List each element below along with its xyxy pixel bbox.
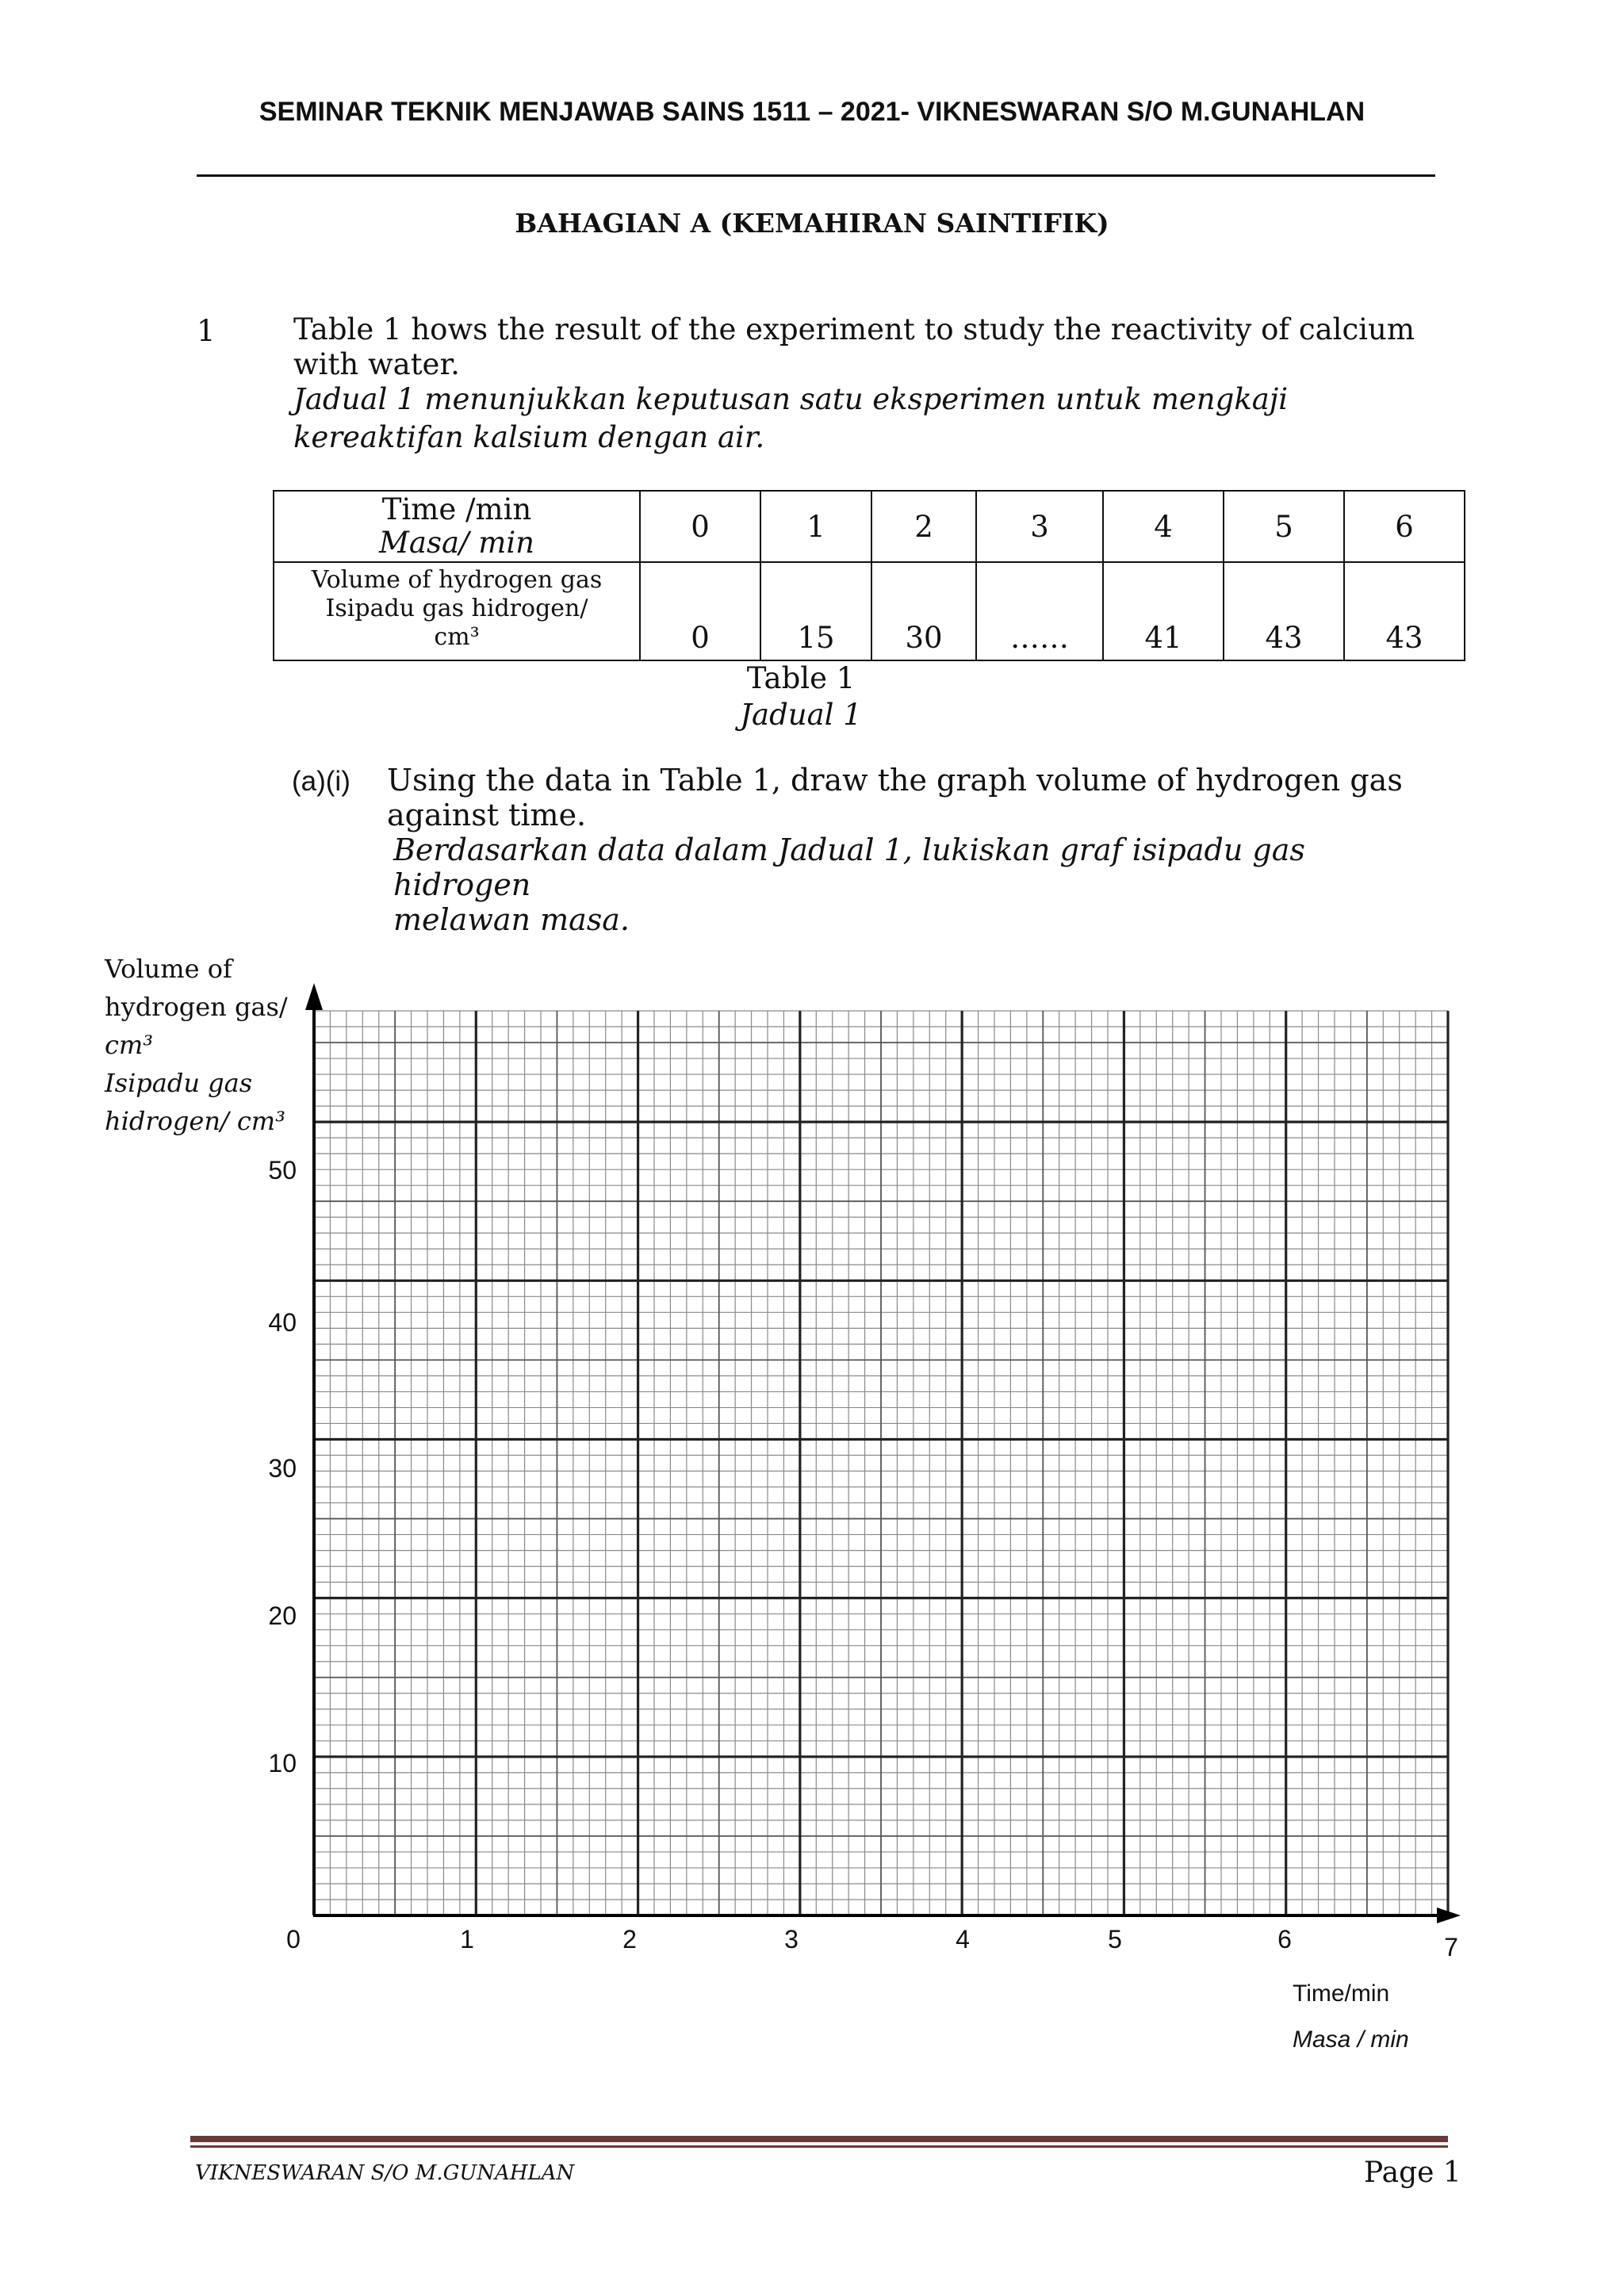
x-tick-label: 0 <box>286 1925 301 1954</box>
time-cell: 0 <box>640 491 760 562</box>
volume-cell: 43 <box>1224 562 1344 660</box>
footer-rule-thick <box>190 2136 1448 2142</box>
time-cell: 6 <box>1344 491 1465 562</box>
volume-cell: 43 <box>1344 562 1465 660</box>
question-line-3: Jadual 1 menunjukkan keputusan satu eksperimen untuk mengkaji <box>293 382 1289 416</box>
y-axis-label-line-3: cm³ <box>105 1030 154 1060</box>
page-number: Page 1 <box>1364 2156 1461 2189</box>
time-cell: 2 <box>871 491 976 562</box>
y-tick-label: 20 <box>268 1601 297 1630</box>
page-header-title: SEMINAR TEKNIK MENJAWAB SAINS 1511 – 2021- VIKNESWARAN S/O M.GUNAHLAN <box>259 97 1365 127</box>
part-a-line-3: Berdasarkan data dalam Jadual 1, lukiskan graf isipadu gas hidrogen <box>393 832 1305 902</box>
x-tick-label: 5 <box>1108 1925 1122 1954</box>
part-a-line-1: Using the data in Table 1, draw the graph volume of hydrogen gas <box>387 763 1403 798</box>
volume-label-line-3: cm³ <box>434 623 480 651</box>
volume-label-line-2: Isipadu gas hidrogen/ <box>325 595 588 622</box>
part-a-line-4: melawan masa. <box>393 902 630 937</box>
y-axis-label-line-5: hidrogen/ cm³ <box>105 1106 285 1136</box>
y-axis-label-line-4: Isipadu gas <box>105 1068 253 1098</box>
table-caption-en: Table 1 <box>746 661 856 695</box>
part-a-line-2: against time. <box>387 798 587 832</box>
y-tick-label: 40 <box>268 1308 297 1337</box>
volume-cell: 0 <box>640 562 760 660</box>
volume-cell: 30 <box>871 562 976 660</box>
question-line-1: Table 1 hows the result of the experiment to study the reactivity of calcium <box>293 312 1415 346</box>
x-tick-label: 3 <box>784 1925 799 1954</box>
x-tick-label: 7 <box>1444 1933 1458 1961</box>
time-cell: 3 <box>976 491 1103 562</box>
volume-label-line-1: Volume of hydrogen gas <box>311 566 603 594</box>
time-cell: 5 <box>1224 491 1344 562</box>
y-tick-label: 10 <box>268 1749 297 1777</box>
volume-cell: 15 <box>760 562 871 660</box>
time-label-en: Time /min <box>381 492 532 526</box>
y-tick-label: 30 <box>268 1454 297 1483</box>
y-tick-label: 50 <box>268 1156 297 1184</box>
question-line-4: kereaktifan kalsium dengan air. <box>293 420 765 454</box>
time-cell: 4 <box>1103 491 1224 562</box>
section-title: BAHAGIAN A (KEMAHIRAN SAINTIFIK) <box>515 208 1109 239</box>
y-axis-label-line-1: Volume of <box>105 954 232 984</box>
graph-axes <box>313 1003 1451 1915</box>
question-number: 1 <box>197 314 216 348</box>
question-line-2: with water. <box>293 347 460 381</box>
part-a-label: (a)(i) <box>292 766 350 797</box>
footer-rule-thin <box>190 2145 1448 2148</box>
mid-grid <box>314 1011 1448 1915</box>
time-label-ms: Masa/ min <box>379 526 534 560</box>
y-axis-arrowhead <box>305 983 323 1010</box>
y-axis-label-line-2: hydrogen gas/ <box>105 992 288 1022</box>
volume-cell: 41 <box>1103 562 1224 660</box>
x-axis-label <box>1293 1971 1409 2063</box>
x-axis-label-ms: Masa / min <box>1293 2026 1409 2053</box>
footer-author: VIKNESWARAN S/O M.GUNAHLAN <box>195 2161 575 2185</box>
x-tick-label: 1 <box>460 1925 474 1954</box>
volume-cell-blank: …… <box>976 562 1103 660</box>
x-tick-label: 6 <box>1277 1925 1292 1954</box>
x-tick-label: 2 <box>622 1925 637 1954</box>
time-cell: 1 <box>760 491 871 562</box>
table-caption-ms: Jadual 1 <box>740 698 862 732</box>
x-axis-label-en: Time/min <box>1293 1980 1390 2007</box>
x-tick-label: 4 <box>956 1925 970 1954</box>
